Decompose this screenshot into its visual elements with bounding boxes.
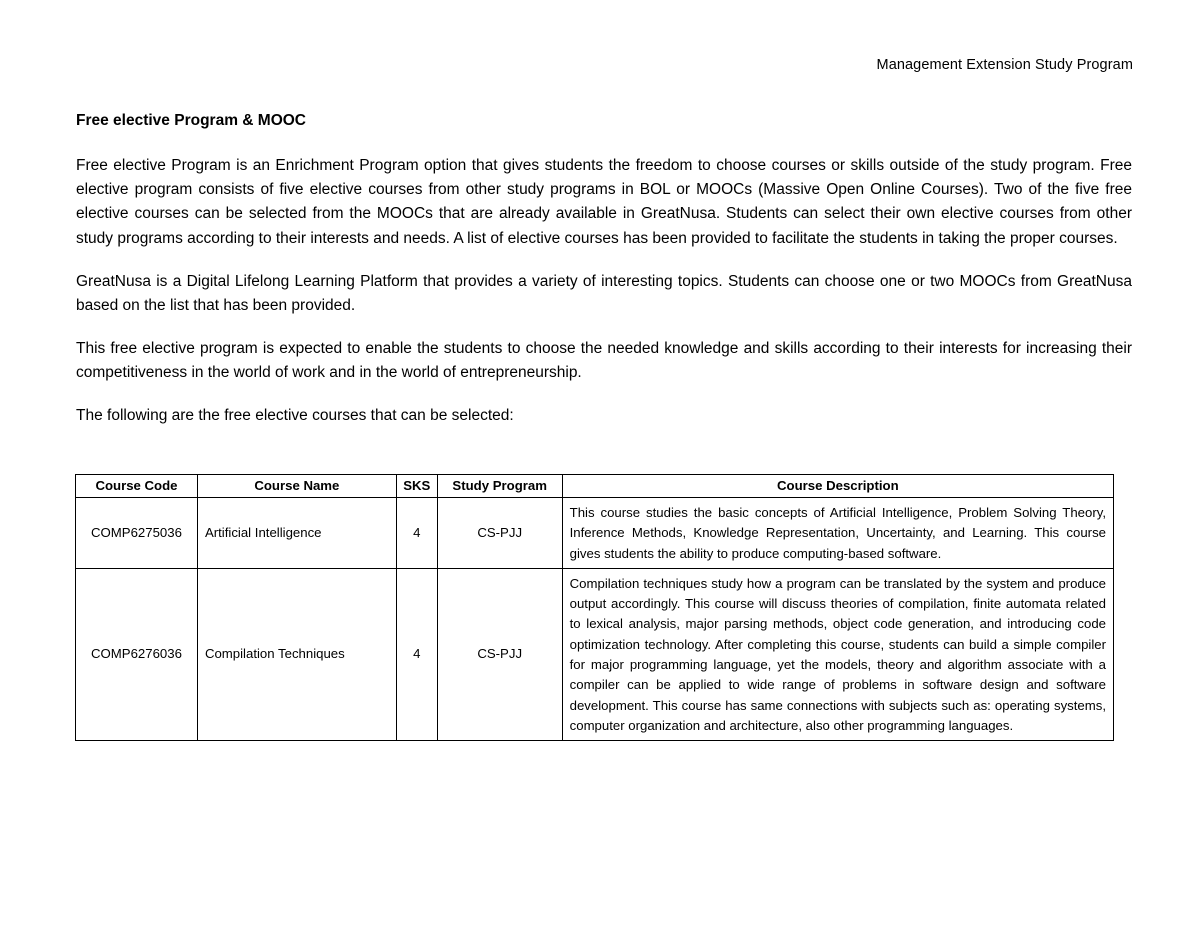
course-name-cell: Artificial Intelligence	[197, 498, 396, 569]
course-name-cell: Compilation Techniques	[197, 568, 396, 740]
elective-courses-table	[75, 474, 1114, 741]
sks-cell: 4	[396, 568, 437, 740]
course-code-cell: COMP6276036	[76, 568, 198, 740]
study-program-cell: CS-PJJ	[437, 568, 562, 740]
paragraph-greatnusa: GreatNusa is a Digital Lifelong Learning Platform that provides a variety of interesting topics. Students can choose one or two MOOCs from GreatNusa based on the list that has been provided.	[76, 272, 1132, 315]
study-program-cell: CS-PJJ	[437, 498, 562, 569]
section-title: Free elective Program & MOOC	[76, 112, 306, 129]
table-header-row	[76, 475, 1114, 498]
course-code-cell: COMP6275036	[76, 498, 198, 569]
header-course-name: Course Name	[197, 475, 396, 498]
paragraph-intro: Free elective Program is an Enrichment Program option that gives students the freedom to choose courses or skills outside of the study program. Free elective program consists of five elective courses from other study programs in BOL or MOOCs (Massive Open Online Courses). Two of the five free elective courses can be selected from the MOOCs that are already available in GreatNusa. Students can select their own elective courses from other study programs according to their interests and needs. A list of elective courses has been provided to facilitate the students in taking the proper courses.	[76, 157, 1132, 247]
paragraph-expectation: This free elective program is expected to enable the students to choose the needed knowledge and skills according to their interests for increasing their competitiveness in the world of work and in the world of entrepreneurship.	[76, 340, 1132, 382]
table-row	[76, 568, 1114, 740]
course-description-cell: Compilation techniques study how a program can be translated by the system and produce output accordingly. This course will discuss theories of compilation, finite automata related to lexical analysis, major parsing methods, object code generation, and introducing code optimization technology. After completing this course, students can build a simple compiler for major programming language, yet the models, theory and algorithm associate with a compiler can be applied to wide range of problems in software design and software development. This course has same connections with subjects such as: operating systems, computer organization and architecture, also other programming languages.	[562, 568, 1113, 740]
sks-cell: 4	[396, 498, 437, 569]
header-sks: SKS	[396, 475, 437, 498]
table-row	[76, 498, 1114, 569]
header-course-description: Course Description	[562, 475, 1113, 498]
header-study-program: Study Program	[437, 475, 562, 498]
course-description-cell: This course studies the basic concepts of Artificial Intelligence, Problem Solving Theory, Inference Methods, Knowledge Representation, Uncertainty, and Learning. This course gives students the ability to produce computing-based software.	[562, 498, 1113, 569]
running-header: Management Extension Study Program	[876, 57, 1133, 73]
header-course-code: Course Code	[76, 475, 198, 498]
section-content	[76, 112, 1132, 440]
table-lead-text: The following are the free elective courses that can be selected:	[76, 406, 514, 424]
